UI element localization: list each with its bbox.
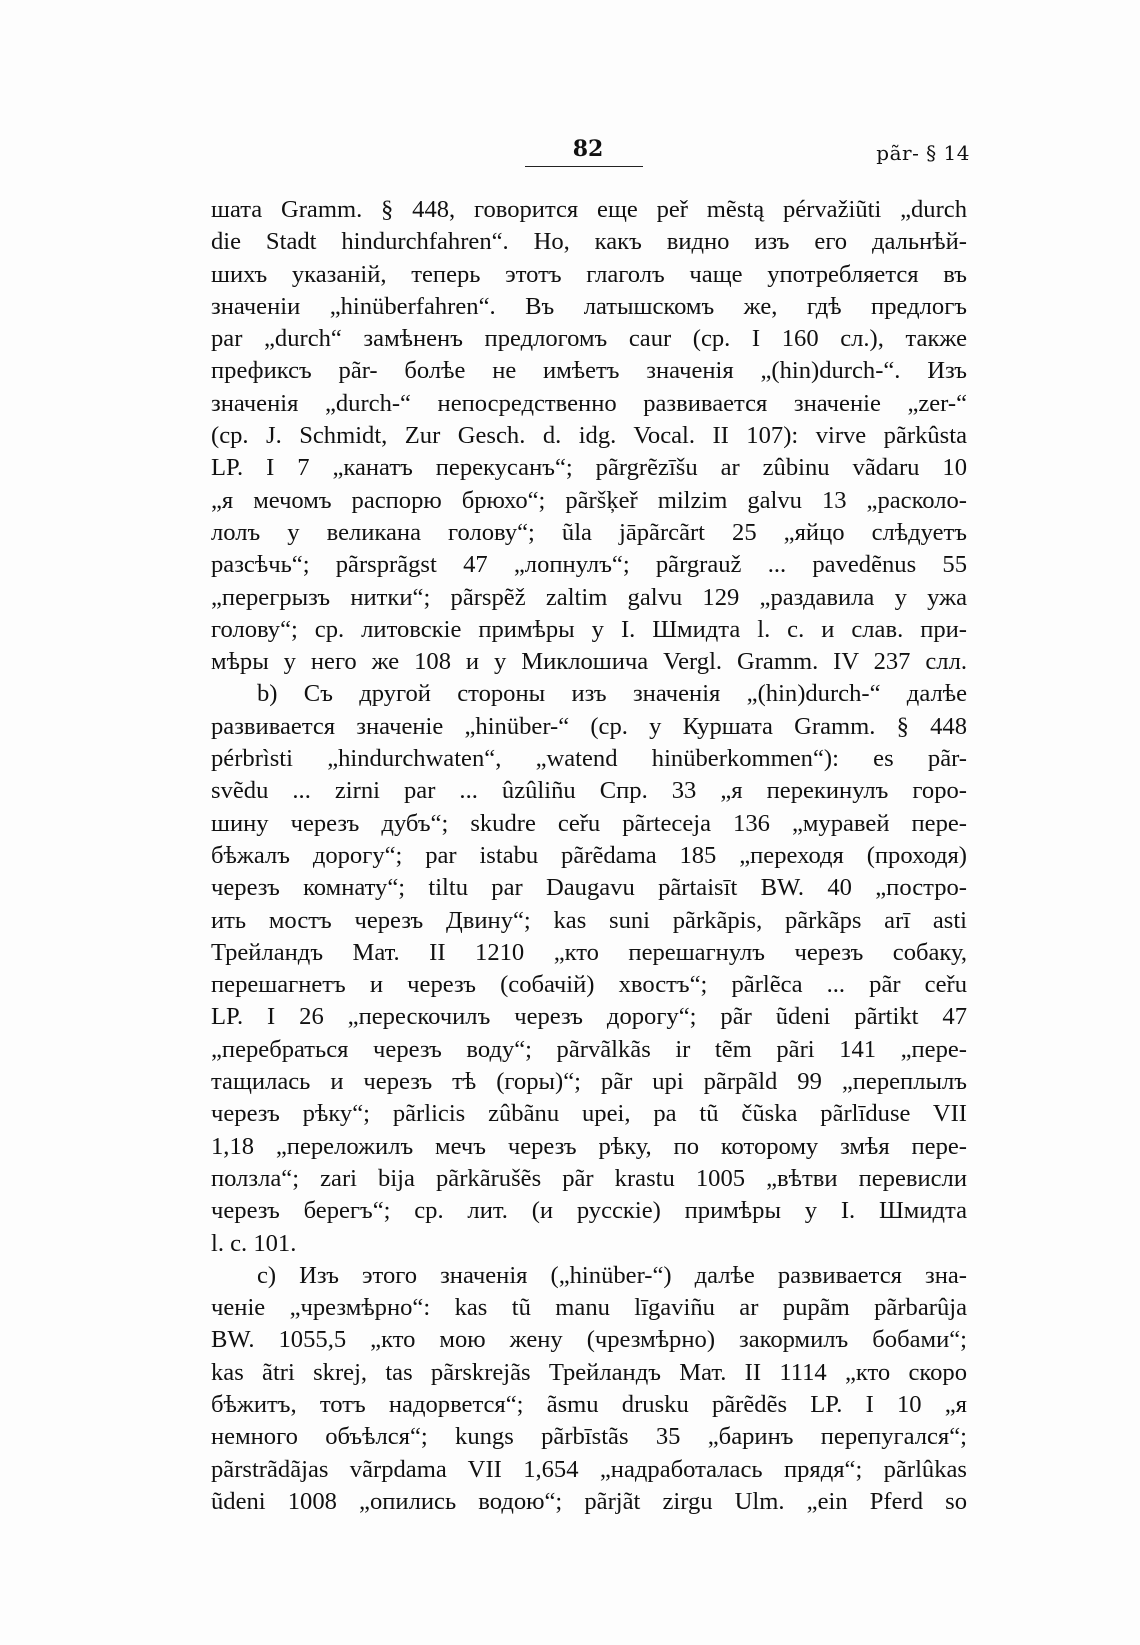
- text-line: ũdeni 1008 „опились водою“; pãrjãt zirgu Ulm. „ein Pferd so: [211, 1487, 967, 1515]
- text-line: префиксъ pãr- болѣе не имѣетъ значенія „(hin)durch-“. Изъ: [211, 357, 967, 385]
- text-line: развивается значеніе „hinüber-“ (ср. у Куршата Gramm. § 448: [211, 712, 967, 740]
- page-header: [0, 136, 1140, 176]
- text-line: Трейландъ Мат. II 1210 „кто перешагнулъ черезъ собаку,: [211, 938, 967, 966]
- text-line: разсѣчь“; pãrsprãgst 47 „лопнулъ“; pãrgrauž ... pavedẽnus 55: [211, 551, 967, 579]
- text-line: голову“; ср. литовскіе примѣры у I. Шмидта l. c. и слав. при-: [211, 615, 967, 643]
- text-line: LP. I 7 „канатъ перекусанъ“; pãrgrẽzīšu ar zûbinu vãdaru 10: [211, 454, 967, 482]
- text-line: die Stadt hindurchfahren“. Но, какъ видно изъ его дальнѣй-: [211, 228, 967, 256]
- text-line: перешагнетъ и черезъ (собачій) хвостъ“; pãrlẽca ... pãr ceřu: [211, 971, 967, 999]
- text-line: немного объѣлся“; kungs pãrbīstãs 35 „баринъ перепугался“;: [211, 1423, 967, 1451]
- paragraph-b-start: b) Съ другой стороны изъ значенія „(hin)durch-“ далѣе: [257, 680, 967, 708]
- text-line: svẽdu ... zirni par ... ûzûliñu Спр. 33 „я перекинулъ горо-: [211, 777, 967, 805]
- text-line: LP. I 26 „перескочилъ черезъ дорогу“; pãr ũdeni pãrtikt 47: [211, 1003, 967, 1031]
- text-line: 1,18 „переложилъ мечъ черезъ рѣку, по которому змѣя пере-: [211, 1132, 967, 1160]
- text-line: kas ãtri skrej, tas pãrskrejãs Трейландъ Мат. II 1114 „кто скоро: [211, 1358, 967, 1386]
- text-line: „я мечомъ распорю брюхо“; pãršķeř milzim galvu 13 „расколо-: [211, 486, 967, 514]
- text-line: ченіе „чрезмѣрно“: kas tũ manu līgaviñu ar pupãm pãrbarûja: [211, 1294, 967, 1322]
- text-line: тащилась и черезъ тѣ (горы)“; pãr upi pãrpãld 99 „переплылъ: [211, 1068, 967, 1096]
- text-line: бѣжитъ, тотъ надорвется“; ãsmu drusku pãrẽdẽs LP. I 10 „я: [211, 1390, 967, 1418]
- text-line: шата Gramm. § 448, говорится еще peř mẽstą pérvažiũti „durch: [211, 196, 967, 223]
- text-line: „перегрызъ нитки“; pãrspẽž zaltim galvu 129 „раздавила у ужа: [211, 583, 967, 611]
- text-line: ить мостъ черезъ Двину“; kas suni pãrkãpis, pãrkãps arī asti: [211, 906, 967, 934]
- text-line: ползла“; zari bija pãrkãrušẽs pãr krastu 1005 „вѣтви перевисли: [211, 1164, 967, 1192]
- text-line: значенія „durch-“ непосредственно развивается значеніе „zer-“: [211, 389, 967, 417]
- text-line: лолъ у великана голову“; ũla jāpãrcãrt 25 „яйцо слѣдуетъ: [211, 518, 967, 546]
- paragraph-c-start: c) Изъ этого значенія („hinüber-“) далѣе развивается зна-: [257, 1261, 967, 1289]
- text-line: черезъ берегъ“; ср. лит. (и русскіе) примѣры у I. Шмидта: [211, 1197, 967, 1225]
- text-line: шину черезъ дубъ“; skudre ceřu pãrteceja 136 „муравей пере-: [211, 809, 967, 837]
- text-line: черезъ комнату“; tiltu par Daugavu pãrtaisīt BW. 40 „постро-: [211, 874, 967, 902]
- page-number: 82: [572, 136, 604, 162]
- body-text: [211, 194, 967, 1518]
- header-rule: [525, 166, 643, 167]
- text-line: значеніи „hinüberfahren“. Въ латышскомъ же, гдѣ предлогъ: [211, 292, 967, 320]
- text-line: шихъ указаній, теперь этотъ глаголъ чаще употребляется въ: [211, 260, 967, 288]
- text-line: мѣры у него же 108 и у Миклошича Vergl. Gramm. IV 237 слл.: [211, 648, 967, 676]
- text-line: par „durch“ замѣненъ предлогомъ caur (ср. I 160 сл.), также: [211, 325, 967, 353]
- text-line: „перебраться черезъ воду“; pãrvãlkãs ir tẽm pãri 141 „пере-: [211, 1035, 967, 1063]
- text-line: pérbrìsti „hindurchwaten“, „watend hinüberkommen“): es pãr-: [211, 745, 967, 773]
- text-line: BW. 1055,5 „кто мою жену (чрезмѣрно) закормилъ бобами“;: [211, 1326, 967, 1354]
- running-head: pãr- § 14: [876, 141, 970, 165]
- text-line: (ср. J. Schmidt, Zur Gesch. d. idg. Vocal. II 107): virve pãrkûsta: [211, 422, 967, 450]
- text-line: черезъ рѣку“; pãrlicis zûbãnu upei, pa tũ čũska pãrlīduse VII: [211, 1100, 967, 1128]
- text-line: l. c. 101.: [211, 1229, 297, 1257]
- text-line: бѣжалъ дорогу“; par istabu pãrẽdama 185 „переходя (проходя): [211, 841, 967, 869]
- text-line: pãrstrãdãjas vãrpdama VII 1,654 „надработалась прядя“; pãrlûkas: [211, 1455, 967, 1483]
